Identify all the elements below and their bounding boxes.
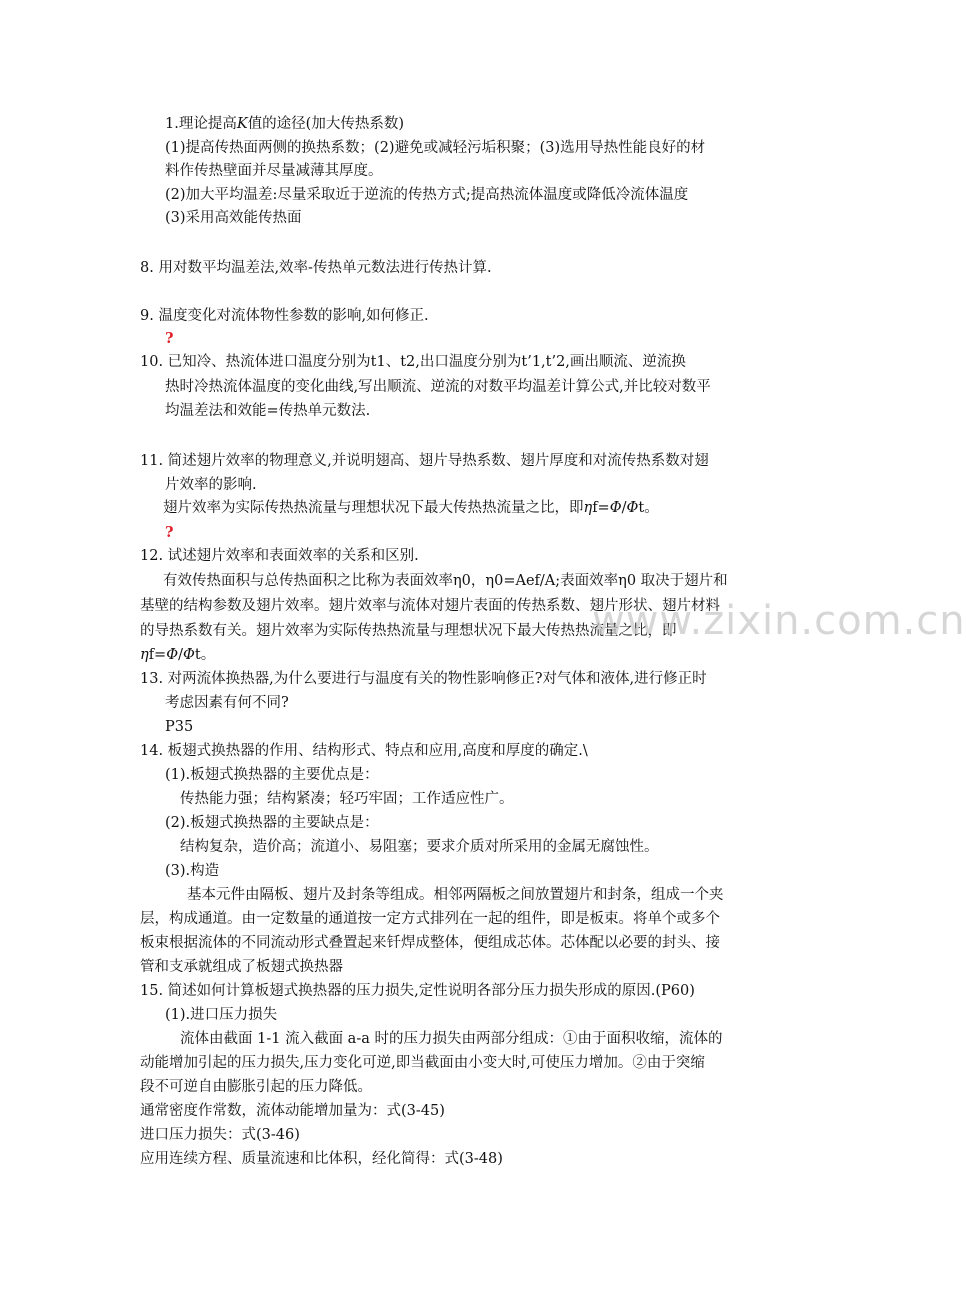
text-line bbox=[165, 401, 370, 421]
text-line bbox=[163, 571, 728, 591]
text-span: 考虑因素有何不同? bbox=[165, 695, 289, 711]
text-span: 值的途径(加大传热系数) bbox=[247, 116, 405, 132]
text-line bbox=[165, 813, 379, 833]
text-line bbox=[140, 933, 720, 953]
text-line bbox=[180, 837, 659, 857]
text-span: 热时冷热流体温度的变化曲线,写出顺流、逆流的对数平均温差计算公式,并比较对数平 bbox=[165, 379, 711, 395]
text-span: 料作传热壁面并尽量减薄其厚度。 bbox=[165, 163, 383, 179]
text-line bbox=[180, 1029, 722, 1049]
text-line bbox=[165, 161, 383, 181]
text-span: t。 bbox=[194, 647, 216, 663]
text-span: 流体由截面 1-1 流入截面 a-a 时的压力损失由两部分组成：①由于面积收缩，流体的 bbox=[180, 1031, 723, 1047]
text-line bbox=[140, 957, 343, 977]
text-span: 传热能力强；结构紧凑；轻巧牢固；工作适应性广。 bbox=[180, 791, 514, 807]
text-line bbox=[165, 138, 705, 158]
text-line bbox=[165, 329, 174, 349]
text-span: Φ bbox=[183, 647, 195, 663]
text-span: 段不可逆自由膨胀引起的压力降低。 bbox=[140, 1079, 372, 1095]
text-span: 15. 简述如何计算板翅式换热器的压力损失,定性说明各部分压力损失形成的原因.(P60) bbox=[140, 983, 695, 999]
text-line bbox=[140, 352, 686, 372]
text-line bbox=[165, 523, 174, 543]
text-line bbox=[140, 1149, 503, 1169]
text-line bbox=[165, 1005, 277, 1025]
text-span: / bbox=[621, 500, 627, 516]
text-span: (3)采用高效能传热面 bbox=[165, 210, 302, 226]
text-line bbox=[140, 451, 709, 471]
text-span: (3).构造 bbox=[165, 863, 220, 879]
text-span: 12. 试述翅片效率和表面效率的关系和区别. bbox=[140, 548, 419, 564]
text-span: η bbox=[140, 647, 149, 663]
watermark: www.zixin.com.cn bbox=[592, 598, 966, 644]
text-span: t。 bbox=[638, 500, 659, 516]
text-span: 片效率的影响. bbox=[165, 477, 257, 493]
text-span: 14. 板翅式换热器的作用、结构形式、特点和应用,高度和厚度的确定.\ bbox=[140, 743, 588, 759]
text-line bbox=[180, 789, 514, 809]
text-line bbox=[140, 1125, 300, 1145]
text-line bbox=[140, 546, 419, 566]
text-span: η bbox=[583, 500, 593, 516]
text-span: 层，构成通道。由一定数量的通道按一定方式排列在一起的组件，即是板束。将单个或多个 bbox=[140, 911, 720, 927]
text-span: (1)提高传热面两侧的换热系数；(2)避免或减轻污垢积聚；(3)选用导热性能良好的材 bbox=[165, 140, 706, 156]
question-mark: ? bbox=[165, 330, 174, 347]
text-line bbox=[140, 909, 720, 929]
question-mark: ? bbox=[165, 524, 174, 541]
text-line bbox=[140, 741, 588, 761]
text-span: (1).进口压力损失 bbox=[165, 1007, 278, 1023]
text-line bbox=[140, 1101, 445, 1121]
text-line bbox=[165, 475, 257, 495]
text-span: 有效传热面积与总传热面积之比称为表面效率η0，η0=Aef/A;表面效率η0 取决于翅片和 bbox=[163, 573, 728, 589]
text-line bbox=[140, 306, 429, 326]
text-span: 应用连续方程、质量流速和比体积，经化简得：式(3-48) bbox=[140, 1151, 503, 1167]
text-span: 的导热系数有关。翅片效率为实际传热热流量与理想状况下最大传热热流量之比，即 bbox=[140, 623, 677, 639]
text-span: 结构复杂，造价高；流道小、易阻塞；要求介质对所采用的金属无腐蚀性。 bbox=[180, 839, 659, 855]
text-span: 9. 温度变化对流体物性参数的影响,如何修正. bbox=[140, 308, 429, 324]
text-span: 13. 对两流体换热器,为什么要进行与温度有关的物性影响修正?对气体和液体,进行修正时 bbox=[140, 671, 707, 687]
text-span: 板束根据流体的不同流动形式叠置起来钎焊成整体，便组成芯体。芯体配以必要的封头、接 bbox=[140, 935, 720, 951]
text-span: / bbox=[178, 647, 183, 663]
text-span: 通常密度作常数，流体动能增加量为：式(3-45) bbox=[140, 1103, 445, 1119]
text-line bbox=[140, 645, 215, 665]
text-span: 动能增加引起的压力损失,压力变化可逆,即当截面由小变大时,可使压力增加。②由于突缩 bbox=[140, 1055, 705, 1071]
text-span: 基本元件由隔板、翅片及封条等组成。相邻两隔板之间放置翅片和封条，组成一个夹 bbox=[187, 887, 724, 903]
text-line bbox=[140, 981, 695, 1001]
text-line bbox=[165, 861, 219, 881]
text-span: Φ bbox=[626, 500, 639, 516]
text-line bbox=[165, 377, 711, 397]
text-span: 11. 简述翅片效率的物理意义,并说明翅高、翅片导热系数、翅片厚度和对流传热系数对翅 bbox=[140, 453, 709, 469]
text-line bbox=[187, 885, 724, 905]
text-span: 管和支承就组成了板翅式换热器 bbox=[140, 959, 343, 975]
text-line bbox=[140, 1077, 372, 1097]
text-span: 进口压力损失：式(3-46) bbox=[140, 1127, 300, 1143]
text-line bbox=[165, 208, 302, 228]
text-span: f= bbox=[148, 647, 167, 663]
text-line bbox=[140, 1053, 705, 1073]
text-span: 8. 用对数平均温差法,效率-传热单元数法进行传热计算. bbox=[140, 260, 492, 276]
text-line bbox=[165, 693, 289, 713]
text-line bbox=[163, 498, 659, 518]
text-line bbox=[165, 185, 688, 205]
text-span: f= bbox=[592, 500, 610, 516]
text-line bbox=[140, 669, 707, 689]
text-span: Φ bbox=[166, 647, 179, 663]
text-span: (2).板翅式换热器的主要缺点是： bbox=[165, 815, 379, 831]
text-line bbox=[140, 258, 492, 278]
text-span: K bbox=[236, 116, 248, 132]
text-span: 翅片效率为实际传热热流量与理想状况下最大传热热流量之比，即 bbox=[163, 500, 584, 516]
text-span: P35 bbox=[165, 719, 194, 735]
text-span: Φ bbox=[609, 500, 622, 516]
text-span: 10. 已知冷、热流体进口温度分别为t1、t2,出口温度分别为t’1,t’2,画出顺流、逆流换 bbox=[140, 354, 686, 370]
text-span: 1.理论提高 bbox=[165, 116, 237, 132]
text-span: (2)加大平均温差:尽量采取近于逆流的传热方式;提高热流体温度或降低冷流体温度 bbox=[165, 187, 689, 203]
text-line bbox=[165, 717, 193, 737]
text-span: 均温差法和效能=传热单元数法. bbox=[165, 403, 371, 419]
text-span: 基壁的结构参数及翅片效率。翅片效率与流体对翅片表面的传热系数、翅片形状、翅片材料 bbox=[140, 598, 720, 614]
text-line bbox=[165, 765, 379, 785]
text-line bbox=[165, 114, 404, 134]
text-span: (1).板翅式换热器的主要优点是： bbox=[165, 767, 379, 783]
